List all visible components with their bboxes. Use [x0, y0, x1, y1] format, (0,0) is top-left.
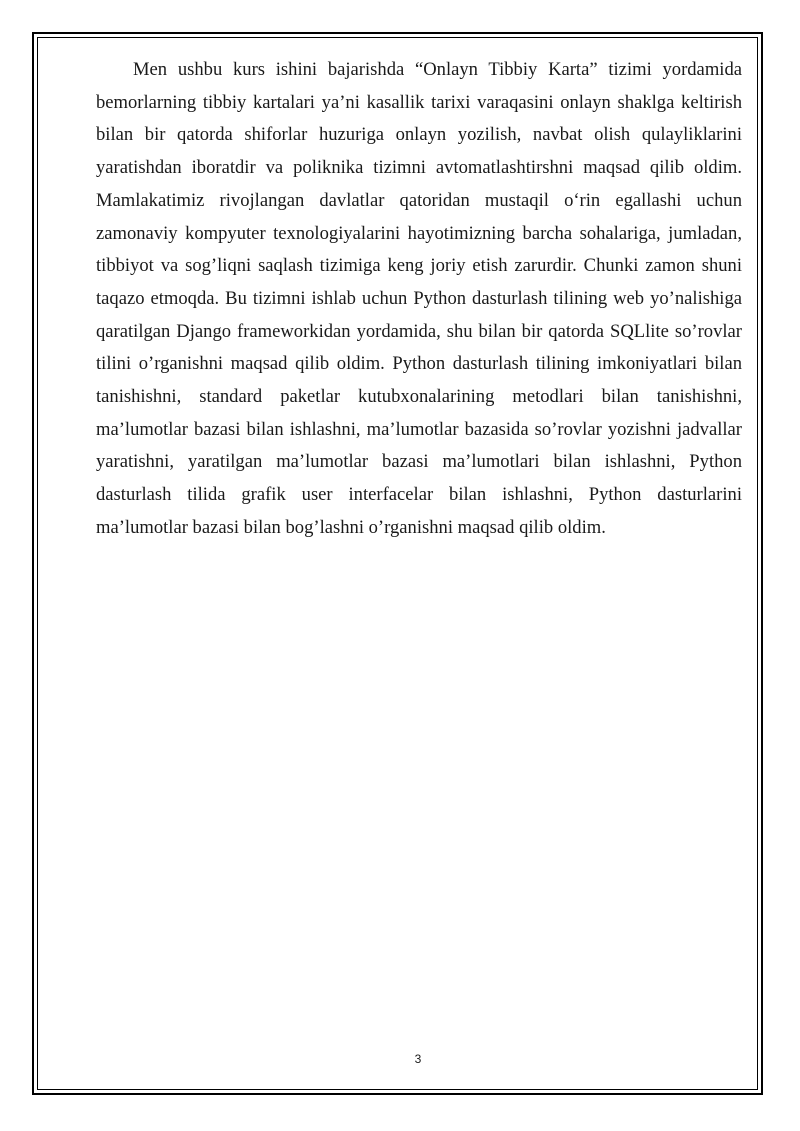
page-number: 3 [414, 1052, 422, 1066]
body-paragraph: Men ushbu kurs ishini bajarishda “Onlayn Tibbiy Karta” tizimi yordamida bemorlarning tibbiy kartalari ya’ni kasallik tarixi varaqasini onlayn shaklga keltirish bilan bir qatorda shiforlar huzuriga onlayn yozilish, navbat olish qulayliklarini yaratishdan iboratdir va poliknika tizimni avtomatlashtirshni maqsad qilib oldim. Mamlakatimiz rivojlangan davlatlar qatoridan mustaqil o‘rin egallashi uchun zamonaviy kompyuter texnologiyalarini hayotimizning barcha sohalariga, jumladan, tibbiyot va sog’liqni saqlash tizimiga keng joriy etish zarurdir. Chunki zamon shuni taqazo etmoqda. Bu tizimni ishlab uchun Python dasturlash tilining web yo’nalishiga qaratilgan Django frameworkidan yordamida, shu bilan bir qatorda SQLlite so’rovlar tilini o’rganishni maqsad qilib oldim. Python dasturlash tilining imkoniyatlari bilan tanishishni, standard paketlar kutubxonalarining metodlari bilan tanishishni, ma’lumotlar bazasi bilan ishlashni, ma’lumotlar bazasida so’rovlar yozishni jadvallar yaratishni, yaratilgan ma’lumotlar bazasi ma’lumotlari bilan ishlashni, Python dasturlash tilida grafik user interfacelar bilan ishlashni, Python dasturlarini ma’lumotlar bazasi bilan bog’lashni o’rganishni maqsad qilib oldim. [96, 59, 742, 538]
